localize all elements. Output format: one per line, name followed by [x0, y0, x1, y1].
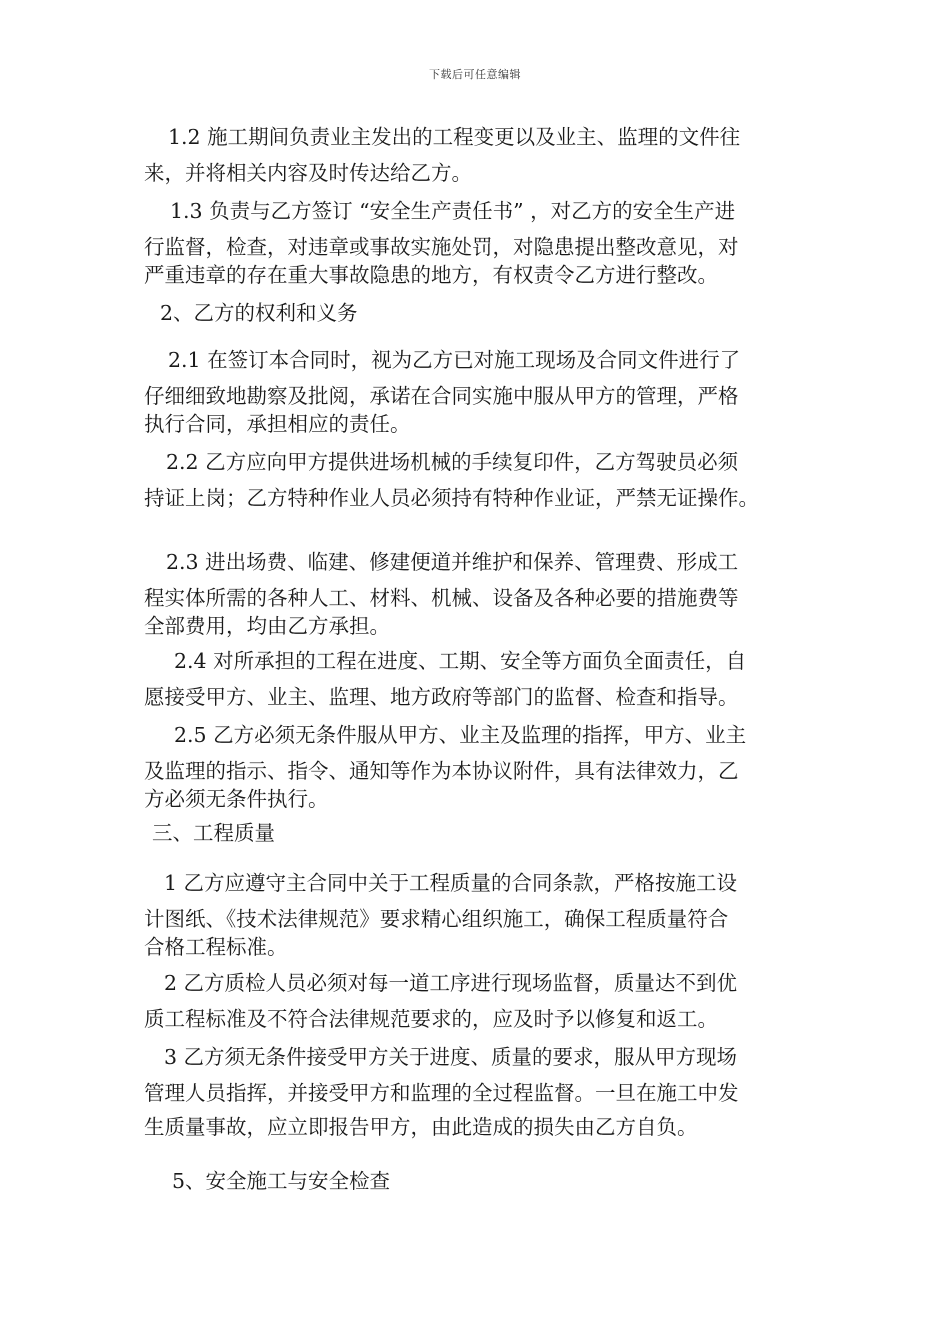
text-line: 1 乙方应遵守主合同中关于工程质量的合同条款，严格按施工设	[164, 871, 738, 895]
section-heading-h3	[144, 815, 816, 851]
text-line: 行监督，检查，对违章或事故实施处罚，对隐患提出整改意见，对	[144, 235, 739, 259]
paragraph-q2	[144, 965, 816, 1037]
text-line: 合格工程标准。	[144, 935, 288, 959]
text-line: 仔细细致地勘察及批阅，承诺在合同实施中服从甲方的管理，严格	[144, 384, 739, 408]
paragraph-p23	[144, 544, 816, 644]
text-line: 程实体所需的各种人工、材料、机械、设备及各种必要的措施费等	[144, 586, 739, 610]
section-heading-h2	[144, 295, 816, 331]
text-line: 5、安全施工与安全检查	[172, 1169, 391, 1193]
text-line: 1.3 负责与乙方签订 “安全生产责任书” ，对乙方的安全生产进	[170, 199, 736, 223]
text-line: 计图纸、《技术法律规范》要求精心组织施工，确保工程质量符合	[144, 907, 729, 931]
text-line: 愿接受甲方、业主、监理、地方政府等部门的监督、检查和指导。	[144, 685, 739, 709]
text-line: 严重违章的存在重大事故隐患的地方，有权责令乙方进行整改。	[144, 263, 718, 287]
paragraph-p25	[144, 717, 816, 817]
paragraph-p24	[144, 643, 816, 715]
text-line: 3 乙方须无条件接受甲方关于进度、质量的要求，服从甲方现场	[164, 1045, 738, 1069]
paragraph-q1	[144, 865, 816, 965]
paragraph-p22	[144, 444, 816, 516]
paragraph-p21	[144, 342, 816, 442]
text-line: 全部费用，均由乙方承担。	[144, 614, 390, 638]
text-line: 2.4 对所承担的工程在进度、工期、安全等方面负全面责任，自	[174, 649, 747, 673]
text-line: 来，并将相关内容及时传达给乙方。	[144, 161, 472, 185]
paragraph-q3	[144, 1039, 816, 1145]
text-line: 方必须无条件执行。	[144, 787, 329, 811]
text-line: 生质量事故，应立即报告甲方，由此造成的损失由乙方自负。	[144, 1115, 698, 1139]
text-line: 2.5 乙方必须无条件服从甲方、业主及监理的指挥，甲方、业主	[174, 723, 747, 747]
text-line: 持证上岗；乙方特种作业人员必须持有特种作业证，严禁无证操作。	[144, 486, 759, 510]
text-line: 三、工程质量	[152, 821, 275, 845]
text-line: 2.1 在签订本合同时，视为乙方已对施工现场及合同文件进行了	[168, 348, 741, 372]
paragraph-p13	[144, 193, 816, 293]
header-note: 下载后可任意编辑	[429, 68, 521, 81]
text-line: 2、乙方的权利和义务	[160, 301, 358, 325]
section-heading-h5	[144, 1163, 816, 1199]
text-line: 2.2 乙方应向甲方提供进场机械的手续复印件，乙方驾驶员必须	[166, 450, 739, 474]
text-line: 及监理的指示、指令、通知等作为本协议附件，具有法律效力，乙	[144, 759, 739, 783]
text-line: 2.3 进出场费、临建、修建便道并维护和保养、管理费、形成工	[166, 550, 739, 574]
text-line: 2 乙方质检人员必须对每一道工序进行现场监督，质量达不到优	[164, 971, 738, 995]
text-line: 质工程标准及不符合法律规范要求的，应及时予以修复和返工。	[144, 1007, 718, 1031]
paragraph-p12	[144, 119, 816, 191]
text-line: 管理人员指挥，并接受甲方和监理的全过程监督。一旦在施工中发	[144, 1081, 739, 1105]
text-line: 执行合同，承担相应的责任。	[144, 412, 411, 436]
text-line: 1.2 施工期间负责业主发出的工程变更以及业主、监理的文件往	[168, 125, 741, 149]
